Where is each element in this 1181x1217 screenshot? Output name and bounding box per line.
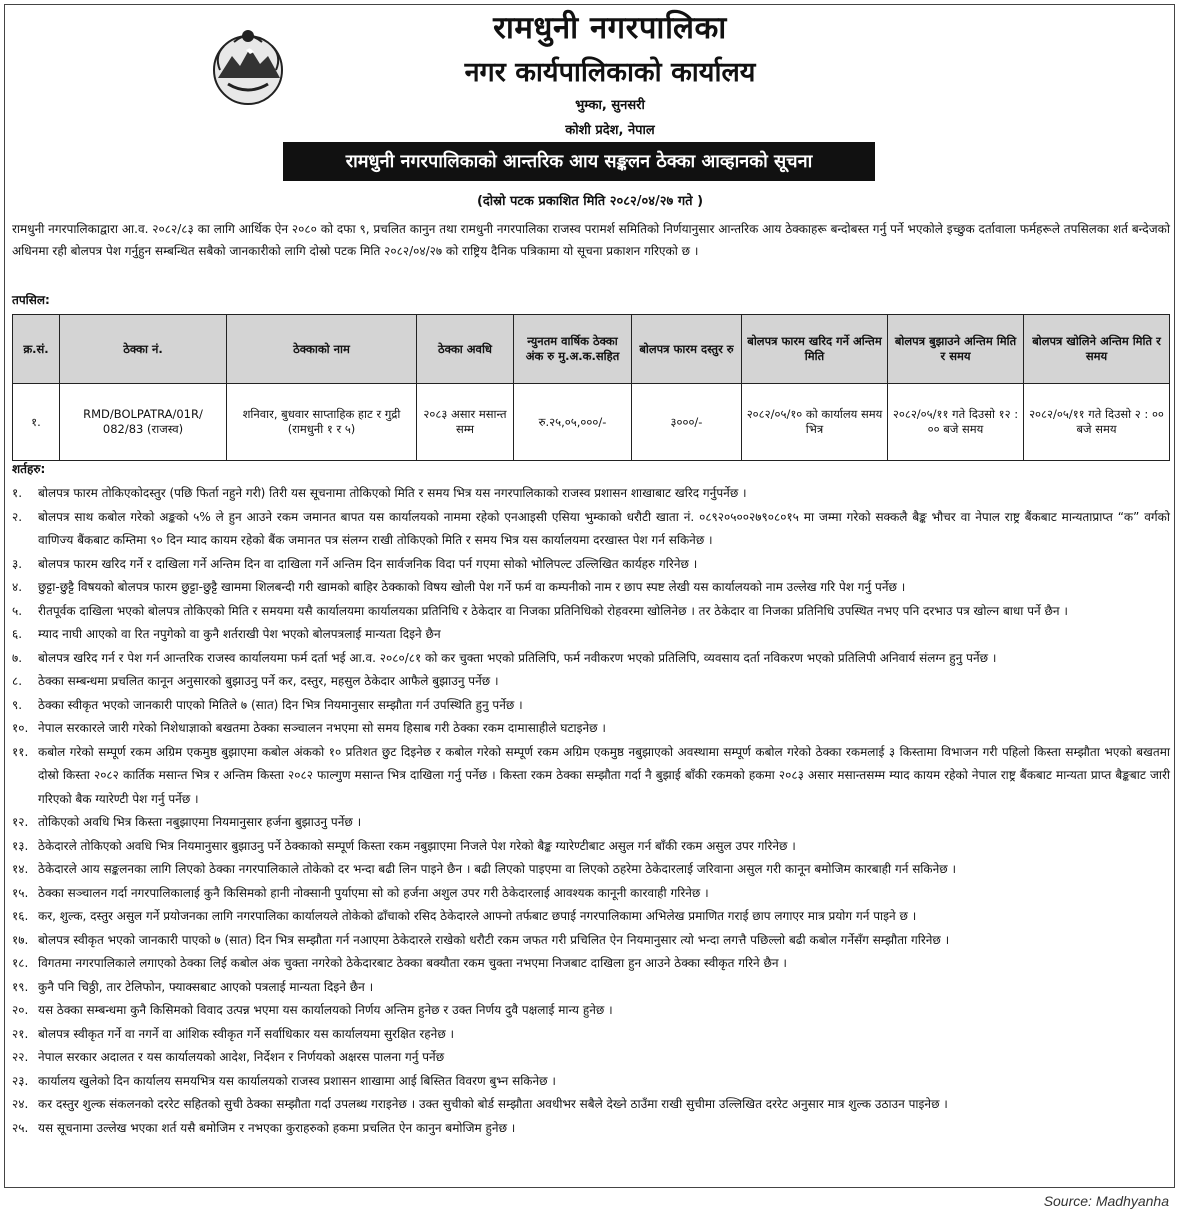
condition-item — [12, 811, 1170, 835]
condition-number: १०. — [12, 721, 29, 735]
office-name: नगर कार्यपालिकाको कार्यालय — [464, 57, 756, 88]
condition-item — [12, 647, 1170, 671]
condition-item — [12, 835, 1170, 859]
table-cell: २०८२/०५/११ गते दिउसो १२ : ०० बजे समय — [888, 384, 1024, 461]
condition-number: ३. — [12, 556, 23, 571]
condition-number: २३. — [12, 1073, 29, 1088]
condition-text: ठेक्का स्वीकृत भएको जानकारी पाएको मितिले ७ (सात) दिन भित्र नियमानुसार सम्झौता गर्न उपस्थिति हुनु पर्नेछ । — [38, 697, 523, 712]
nepal-emblem-icon — [206, 26, 290, 110]
condition-text: कार्यालय खुलेको दिन कार्यालय समयभित्र यस कार्यालयको राजस्व प्रशासन शाखामा आई बिस्तित विवरण बुभ्न सकिनेछ । — [38, 1073, 556, 1088]
condition-text: ठेक्का सम्बन्धमा प्रचलित कानून अनुसारको बुझाउनु पर्ने कर, दस्तुर, महसुल ठेकेदार आफैले बुझाउनु पर्नेछ । — [38, 674, 499, 688]
condition-text: कर, शुल्क, दस्तुर असुल गर्ने प्रयोजनका लागि नगरपालिका कार्यालयले तोकेको ढाँचाको रसिद ठेकेदारले आफ्नो तर्फबाट छपाई नगरपालिकामा अभिलेख प्रमाणित गराई छाप लगाएर मात्र प्रयोग गर्न पाइने छ । — [38, 909, 917, 923]
condition-number: १४. — [12, 862, 29, 876]
col-header: क्र.सं. — [13, 315, 60, 384]
col-header: ठेक्काको नाम — [227, 315, 417, 384]
condition-item — [12, 952, 1170, 976]
condition-number: ४. — [12, 580, 23, 594]
condition-item — [12, 999, 1170, 1023]
condition-text: यस ठेक्का सम्बन्धमा कुनै किसिमको विवाद उत्पन्न भएमा यस कार्यालयको निर्णय अन्तिम हुनेछ र उक्त निर्णय दुवै पक्षलाई मान्य हुनेछ । — [38, 1003, 613, 1017]
municipality-name: रामधुनी नगरपालिका — [493, 10, 727, 46]
condition-number: १७. — [12, 932, 29, 947]
col-header: बोलपत्र फारम दस्तुर रु — [632, 315, 742, 384]
conditions-label: शर्तहरु: — [12, 462, 46, 476]
condition-number: १८. — [12, 956, 29, 970]
condition-item — [12, 1093, 1170, 1117]
intro-paragraph: रामधुनी नगरपालिकाद्वारा आ.व. २०८२/८३ का लागि आर्थिक ऐन २०८० को दफा ९, प्रचलित कानुन तथा रामधुनी नगरपालिका राजस्व परामर्श समितिको निर्णयानुसार आन्तरिक आय ठेक्काहरू बन्दोबस्त गर्नु पर्ने भएकोले इच्छुक दर्तावाला फर्महरूले तपसिलका शर्त बन्देजको अधिनमा रही बोलपत्र पेश गर्नुहुन सम्बन्धित सबैको जानकारीको लागि दोस्रो पटक मिति २०८२/०४/२७ को राष्ट्रिय दैनिक पत्रिकामा यो सूचना प्रकाशन गरिएको छ । — [12, 222, 1170, 258]
table-cell: २०८२/०५/११ गते दिउसो २ : ०० बजे समय — [1024, 384, 1170, 461]
condition-item — [12, 976, 1170, 1000]
condition-number: २१. — [12, 1026, 29, 1041]
condition-number: ६. — [12, 627, 23, 641]
condition-item — [12, 1023, 1170, 1047]
conditions-list — [12, 482, 1170, 1140]
contract-table — [12, 314, 1170, 461]
condition-number: ५. — [12, 603, 23, 618]
col-header: ठेक्का अवधि — [417, 315, 514, 384]
condition-item — [12, 506, 1170, 553]
address-line-2: कोशी प्रदेश, नेपाल — [565, 123, 655, 138]
table-cell: शनिवार, बुधवार साप्ताहिक हाट र गुद्री (रामधुनी १ र ५) — [227, 384, 417, 461]
condition-number: २५. — [12, 1120, 29, 1135]
condition-item — [12, 1070, 1170, 1094]
condition-number: १५. — [12, 885, 29, 900]
condition-item — [12, 1046, 1170, 1070]
col-header: बोलपत्र बुझाउने अन्तिम मिति र समय — [888, 315, 1024, 384]
table-cell: १. — [13, 384, 60, 461]
address-line-1: भुम्का, सुनसरी — [575, 98, 645, 113]
condition-text: बोलपत्र साथ कबोल गरेको अङ्कको ५% ले हुन आउने रकम जमानत बापत यस कार्यालयको नाममा रहेको एनआइसी एसिया भुम्काको धरौटी खाता नं. ०८९२०५००२७९०८०१५ मा जम्मा गरेको सक्कलै बैङ्क भौचर वा नेपाल राष्ट्र बैंकबाट मान्यताप्राप्त “क” वर्गको वाणिज्य बैंकबाट कम्तिमा ९० दिन म्याद कायम रहेको बैंक जमानत पत्र संलग्न राखी तोकिएको मिति र समय भित्र यस कार्यालयमा दरखास्त पेश गर्न सकिनेछ । — [38, 509, 1170, 547]
condition-text: म्याद नाघी आएको वा रित नपुगेको वा कुनै शर्तराखी पेश भएको बोलपत्रलाई मान्यता दिइने छैन — [38, 627, 441, 641]
condition-text: बोलपत्र खरिद गर्न र पेश गर्न आन्तरिक राजस्व कार्यालयमा फर्म दर्ता भई आ.व. २०८०/८१ को कर चुक्ता भएको प्रतिलिपि, फर्म नवीकरण भएको प्रतिलिपि, व्यवसाय दर्ता नविकरण भएको प्रतिलिपी अनिवार्य संलग्न हुनु पर्नेछ । — [38, 650, 997, 665]
condition-text: नेपाल सरकारले जारी गरेको निशेधाज्ञाको बखतमा ठेक्का सञ्चालन नभएमा सो समय हिसाब गरी ठेक्का रकम दामासाहीले घटाइनेछ । — [38, 721, 606, 735]
condition-item — [12, 600, 1170, 624]
condition-number: १३. — [12, 838, 29, 853]
condition-text: कर दस्तुर शुल्क संकलनको दररेट सहितको सुची ठेक्का सम्झौता गर्दा उपलब्ध गराइनेछ । उक्त सुचीको बोर्ड सम्झौता अवधीभर सबैले देख्ने ठाउँमा राखी सुचीमा उल्लिखित दररेट अनुसार मात्र शुल्क उठाउन पाइनेछ । — [38, 1097, 948, 1111]
condition-number: २२. — [12, 1050, 29, 1064]
col-header: ठेक्का नं. — [60, 315, 227, 384]
table-row — [13, 384, 1170, 461]
condition-item — [12, 741, 1170, 812]
condition-number: २४. — [12, 1097, 29, 1111]
publication-note: (दोस्रो पटक प्रकाशित मिति २०८२/०४/२७ गते ) — [476, 194, 704, 209]
condition-text: बोलपत्र फारम खरिद गर्ने र दाखिला गर्ने अन्तिम दिन वा दाखिला गर्ने अन्तिम दिन सार्वजनिक विदा पर्न गएमा सोको भोलिपल्ट उल्लिखित कार्यहरु गरिनेछ । — [38, 556, 698, 571]
condition-number: ७. — [12, 650, 23, 665]
table-cell: २०८२/०५/१० को कार्यालय समय भित्र — [742, 384, 888, 461]
condition-item — [12, 905, 1170, 929]
condition-text: रीतपूर्वक दाखिला भएको बोलपत्र तोकिएको मिति र समयमा यसै कार्यालयमा कार्यालयका प्रतिनिधि र ठेकेदार वा निजका प्रतिनिधिको रोहवरमा खोलिनेछ । तर ठेकेदार वा निजका प्रतिनिधि उपस्थित नभए पनि दरभाउ पत्र खोल्न बाधा पर्ने छैन । — [38, 603, 1068, 618]
condition-text: कबोल गरेको सम्पूर्ण रकम अग्रिम एकमुष्ठ बुझाएमा कबोल अंकको १० प्रतिशत छुट दिइनेछ र कबोल गरेको सम्पूर्ण रकम अग्रिम एकमुष्ठ नबुझाएको अवस्थामा सम्पूर्ण कबोल गरेको ठेक्का रकमलाई ३ किस्तामा विभाजन गरी पहिलो किस्ता सम्झौता भएको बखतमा दोस्रो किस्ता २०८२ कार्तिक मसान्त भित्र र अन्तिम किस्ता २०८२ फाल्गुण मसान्त भित्र दाखिला गर्नु पर्नेछ । किस्ता रकम ठेक्का सम्झौता गर्दा नै बुझाई बाँकी रकमको हकमा २०८३ असार मसान्तसम्म म्याद कायम रहेको नेपाल राष्ट्र बैंकबाट मान्यता प्राप्त बैङ्कबाट जारी गरिएको बैक ग्यारेण्टी पेश गर्नु पर्नेछ । — [38, 744, 1170, 806]
condition-item — [12, 858, 1170, 882]
condition-text: यस सूचनामा उल्लेख भएका शर्त यसै बमोजिम र नभएका कुराहरुको हकमा प्रचलित ऐन कानुन बमोजिम हुनेछ । — [38, 1120, 516, 1135]
condition-number: ९. — [12, 697, 23, 712]
condition-text: तोकिएको अवधि भित्र किस्ता नबुझाएमा नियमानुसार हर्जना बुझाउनु पर्नेछ । — [38, 815, 362, 829]
col-header: न्युनतम वार्षिक ठेक्का अंक रु मु.अ.क.सहित — [514, 315, 632, 384]
condition-number: २. — [12, 509, 23, 524]
condition-number: १६. — [12, 909, 29, 923]
condition-item — [12, 882, 1170, 906]
condition-number: ८. — [12, 674, 23, 688]
table-header-row — [13, 315, 1170, 384]
condition-item — [12, 717, 1170, 741]
condition-text: ठेक्का सञ्चालन गर्दा नगरपालिकालाई कुनै किसिमको हानी नोक्सानी पुर्याएमा सो को हर्जना अशुल उपर गरी ठेकेदारलाई आवश्यक कानूनी कारवाही गरिनेछ । — [38, 885, 709, 900]
condition-item — [12, 623, 1170, 647]
condition-text: विगतमा नगरपालिकाले लगाएको ठेक्का लिई कबोल अंक चुक्ता नगरेको ठेकेदारबाट ठेक्का बक्यौता रकम चुक्ता नभएमा निजबाट दाखिला हुन आउने ठेक्का स्वीकृत गरिने छैन । — [38, 956, 787, 970]
condition-text: नेपाल सरकार अदालत र यस कार्यालयको आदेश, निर्देशन र निर्णयको अक्षरस पालना गर्नु पर्नेछ — [38, 1050, 445, 1064]
table-cell: रु.२५,०५,०००/- — [514, 384, 632, 461]
condition-text: ठेकेदारले तोकिएको अवधि भित्र नियमानुसार बुझाउनु पर्ने ठेक्काको सम्पूर्ण किस्ता रकम नबुझाएमा निजले पेश गरेको बैङ्क ग्यारेण्टीबाट असुल गर्न बाँकी रकम असुल उपर गरिनेछ । — [38, 838, 796, 853]
col-header: बोलपत्र खोलिने अन्तिम मिति र समय — [1024, 315, 1170, 384]
condition-number: १. — [12, 486, 23, 500]
condition-item — [12, 576, 1170, 600]
condition-item — [12, 694, 1170, 718]
condition-item — [12, 1117, 1170, 1141]
condition-item — [12, 482, 1170, 506]
condition-text: बोलपत्र स्वीकृत भएको जानकारी पाएको ७ (सात) दिन भित्र सम्झौता गर्न नआएमा ठेकेदारले राखेको धरौटी रकम जफत गरी प्रचिलित ऐन नियमानुसार त्यो भन्दा लगत्तै पछिल्लो बढी कबोल गर्नेसँग सम्झौता गरिनेछ । — [38, 932, 950, 947]
source-credit: Source: Madhyanha — [1043, 1193, 1169, 1209]
condition-item — [12, 670, 1170, 694]
table-cell: ३०००/- — [632, 384, 742, 461]
col-header: बोलपत्र फारम खरिद गर्ने अन्तिम मिति — [742, 315, 888, 384]
condition-number: १२. — [12, 815, 29, 829]
condition-item — [12, 929, 1170, 953]
condition-number: १९. — [12, 979, 29, 994]
notice-title-banner: रामधुनी नगरपालिकाको आन्तरिक आय सङ्कलन ठेक्का आव्हानको सूचना — [283, 142, 875, 181]
condition-number: २०. — [12, 1003, 29, 1017]
condition-text: ठेकेदारले आय सङ्कलनका लागि लिएको ठेक्का नगरपालिकाले तोकेको दर भन्दा बढी लिन पाइने छैन । बढी लिएको पाइएमा वा लिएको ठहरेमा ठेकेदारलाई जरिवाना असुल गरी कानून बमोजिम कारबाही गर्न सकिनेछ । — [38, 862, 957, 876]
condition-text: छुट्टा-छुट्टै विषयको बोलपत्र फारम छुट्टा-छुट्टै खाममा शिलबन्दी गरी खामको बाहिर ठेक्काको विषय खोली पेश गर्ने फर्म वा कम्पनीको नाम र छाप स्पष्ट लेखी यस कार्यालयको नाम उल्लेख गरि पेश गर्नु पर्नेछ । — [38, 580, 906, 594]
condition-text: बोलपत्र फारम तोकिएकोदस्तुर (पछि फिर्ता नहुने गरी) तिरी यस सूचनामा तोकिएको मिति र समय भित्र यस नगरपालिकाको राजस्व प्रशासन शाखाबाट खरिद गर्नुपर्नेछ । — [38, 486, 747, 500]
details-label: तपसिल: — [12, 293, 50, 307]
condition-number: ११. — [12, 744, 29, 759]
table-cell: २०८३ असार मसान्त सम्म — [417, 384, 514, 461]
condition-item — [12, 553, 1170, 577]
table-cell: RMD/BOLPATRA/01R/ 082/83 (राजस्व) — [60, 384, 227, 461]
condition-text: बोलपत्र स्वीकृत गर्ने वा नगर्ने वा आंशिक स्वीकृत गर्ने सर्वाधिकार यस कार्यालयमा सुरक्षित रहनेछ । — [38, 1026, 455, 1041]
condition-text: कुनै पनि चिठ्ठी, तार टेलिफोन, फ्याक्सबाट आएको पत्रलाई मान्यता दिइने छैन । — [38, 979, 374, 994]
